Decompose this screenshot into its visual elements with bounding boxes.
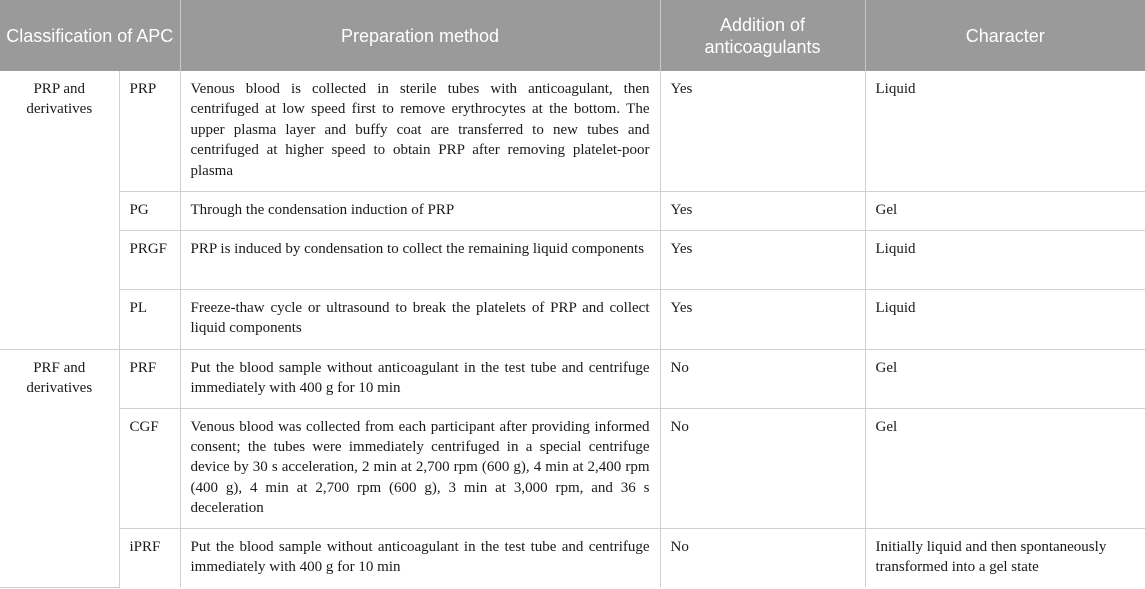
group-label: PRF and derivatives — [0, 349, 119, 587]
method-cell: Freeze-thaw cycle or ultrasound to break the platelets of PRP and collect liquid components — [180, 289, 660, 349]
table-row — [0, 230, 1145, 289]
method-cell: Venous blood is collected in sterile tubes with anticoagulant, then centrifuged at low speed first to remove erythrocytes at the bottom. The upper plasma layer and buffy coat are transferred to new tubes and centrifuged at higher speed to obtain PRP after removing platelet-poor plasma — [180, 71, 660, 191]
type-cell: PL — [119, 289, 180, 349]
anticoagulant-cell: Yes — [660, 230, 865, 289]
header-row — [0, 0, 1145, 71]
group-label: PRP and derivatives — [0, 71, 119, 349]
anticoagulant-cell: No — [660, 349, 865, 408]
type-cell: PRP — [119, 71, 180, 191]
character-cell: Gel — [865, 349, 1145, 408]
method-cell: PRP is induced by condensation to collect the remaining liquid components — [180, 230, 660, 289]
header-character: Character — [865, 0, 1145, 71]
character-cell: Initially liquid and then spontaneously transformed into a gel state — [875, 538, 1107, 575]
anticoagulant-cell: No — [660, 528, 865, 587]
anticoagulant-cell: Yes — [660, 289, 865, 349]
type-cell: PRGF — [119, 230, 180, 289]
type-cell: iPRF — [119, 528, 180, 587]
character-cell: Gel — [865, 191, 1145, 230]
method-cell: Through the condensation induction of PRP — [180, 191, 660, 230]
character-cell: Gel — [865, 408, 1145, 528]
table-row — [0, 71, 1145, 191]
anticoagulant-cell: Yes — [660, 71, 865, 191]
header-anticoagulants: Addition of anticoagulants — [660, 0, 865, 71]
character-cell: Liquid — [865, 230, 1145, 289]
anticoagulant-cell: Yes — [660, 191, 865, 230]
character-cell: Liquid — [865, 71, 1145, 191]
method-cell: Put the blood sample without anticoagulant in the test tube and centrifuge immediately with 400 g for 10 min — [180, 349, 660, 408]
type-cell: PRF — [119, 349, 180, 408]
table-row — [0, 289, 1145, 349]
type-cell: CGF — [119, 408, 180, 528]
method-cell: Put the blood sample without anticoagulant in the test tube and centrifuge immediately with 400 g for 10 min — [180, 528, 660, 587]
table-row — [0, 408, 1145, 528]
table-row — [0, 528, 1145, 587]
character-cell: Liquid — [865, 289, 1145, 349]
table-row — [0, 349, 1145, 408]
anticoagulant-cell: No — [660, 408, 865, 528]
table-row — [0, 191, 1145, 230]
header-preparation-method: Preparation method — [180, 0, 660, 71]
type-cell: PG — [119, 191, 180, 230]
header-classification: Classification of APC — [0, 0, 180, 71]
method-cell: Venous blood was collected from each participant after providing informed consent; the tubes were immediately centrifuged in a special centrifuge device by 30 s acceleration, 2 min at 2,700 rpm (600 g), 4 min at 2,400 rpm (400 g), 4 min at 2,700 rpm (600 g), 3 min at 3,000 rpm, and 36 s deceleration — [180, 408, 660, 528]
